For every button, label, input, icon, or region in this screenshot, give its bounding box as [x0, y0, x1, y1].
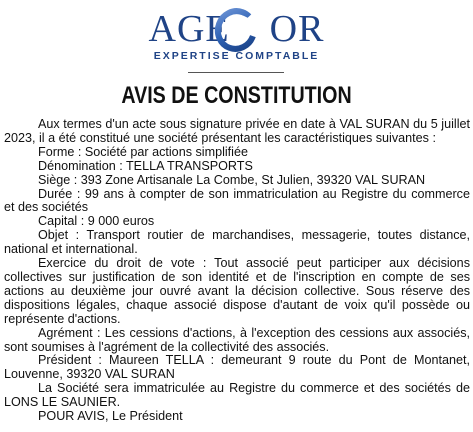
paragraph-intro: Aux termes d'un acte sous signature privée en date à VAL SURAN du 5 juillet 2023, il a été constitué une société présentant les caractéristiques suivantes :	[4, 117, 470, 145]
paragraph-objet: Objet : Transport routier de marchandises, messagerie, toutes distance, national et international.	[4, 228, 470, 257]
paragraph-duree: Durée : 99 ans à compter de son immatriculation au Registre du commerce et des sociétés	[4, 186, 470, 215]
paragraph-forme: Forme : Société par actions simplifiée	[38, 144, 248, 159]
agecor-logo	[0, 0, 473, 78]
paragraph-immatriculation: La Société sera immatriculée au Registre du commerce et des sociétés de LONS LE SAUNIER.	[4, 381, 470, 410]
notice-body	[4, 118, 470, 424]
paragraph-vote: Exercice du droit de vote : Tout associé peut participer aux décisions collectives sur justification de son identité et de l'inscription en compte de ses actions au deuxième jour ouvré avant la décision collective. Sous réserve des dispositions légales, chaque associé dispose d'autant de voix qu'il possède ou représente d'actions.	[4, 256, 470, 326]
paragraph-signature: POUR AVIS, Le Président	[38, 409, 183, 424]
paragraph-capital: Capital : 9 000 euros	[38, 214, 155, 229]
ring-c-icon	[0, 0, 473, 78]
brand-left: AGE	[148, 8, 230, 50]
brand-right: OR	[269, 8, 325, 50]
paragraph-denomination: Dénomination : TELLA TRANSPORTS	[38, 158, 253, 173]
notice-title: AVIS DE CONSTITUTION	[121, 82, 352, 109]
tagline-divider	[188, 72, 284, 73]
paragraph-president: Président : Maureen TELLA : demeurant 9 route du Pont de Montanet, Louvenne, 39320 VAL SURAN	[4, 353, 470, 382]
paragraph-siege: Siège : 393 Zone Artisanale La Combe, St Julien, 39320 VAL SURAN	[38, 172, 426, 187]
brand-tagline: EXPERTISE COMPTABLE	[153, 50, 320, 62]
paragraph-agrement: Agrément : Les cessions d'actions, à l'exception des cessions aux associés, sont soumises à l'agrément de la collectivité des associés.	[4, 325, 470, 354]
